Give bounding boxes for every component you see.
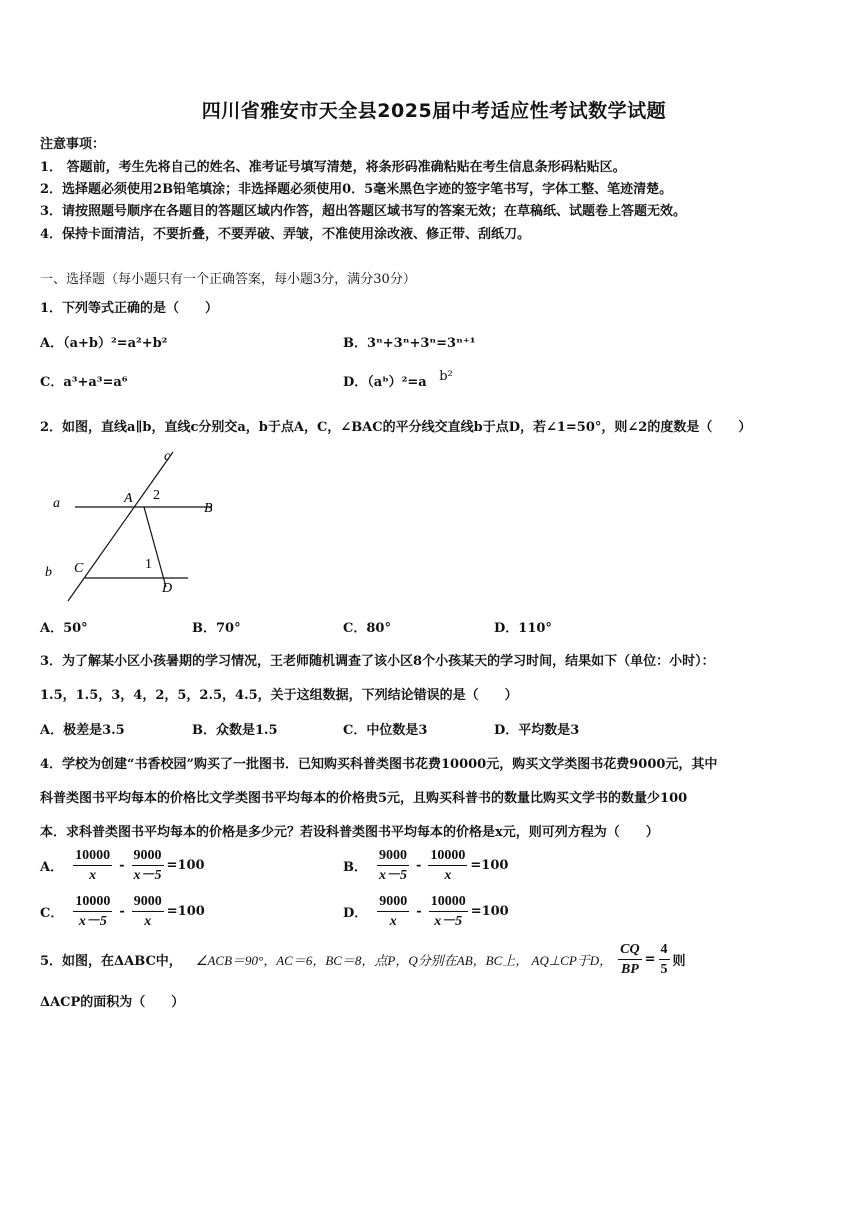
q4-option-b[interactable] [343, 847, 508, 884]
q1-option-c[interactable]: C．a³+a³=a⁶ [40, 375, 128, 390]
fraction-denominator: x [389, 914, 397, 929]
q5-stem-start: 5．如图，在ΔABC中， [40, 954, 182, 969]
q1-option-d-exponent: b² [439, 369, 453, 384]
question-3-stem: 3．为了解某小区小孩暑期的学习情况，王老师随机调查了该小区8个小孩某天的学习时间，结果如下（单位：小时）： [40, 654, 715, 669]
q3-option-c[interactable]: C．中位数是3 [343, 723, 428, 738]
fraction-denominator: x－5 [133, 868, 162, 883]
q5-stem-end: 则 [672, 954, 686, 969]
question-3-stem-2: 1.5，1.5，3，4，2，5，2.5，4.5，关于这组数据，下列结论错误的是（ ） [40, 688, 518, 703]
q2-option-c[interactable]: C．80° [343, 621, 391, 636]
label-angle-2: 2 [153, 488, 160, 503]
question-1-stem: 1．下列等式正确的是（ ） [40, 301, 219, 316]
fraction-denominator: x－5 [434, 914, 463, 929]
parallel-lines-diagram [40, 446, 240, 606]
q2-option-d[interactable]: D．110° [494, 621, 552, 636]
fraction-numerator: 9000 [132, 893, 164, 912]
fraction-numerator: 4 [659, 941, 670, 960]
q1-option-b[interactable]: B．3ⁿ+3ⁿ+3ⁿ=3ⁿ⁺¹ [343, 336, 476, 351]
label-a: a [53, 496, 60, 511]
equation-rhs: =100 [470, 904, 509, 919]
fraction-numerator: 9000 [132, 847, 164, 866]
question-5-stem-2: ΔACP的面积为（ ） [40, 995, 185, 1010]
equation-rhs: =100 [166, 858, 205, 873]
notice-item: 3．请按照题号顺序在各题目的答题区域内作答，超出答题区域书写的答案无效；在草稿纸、试题卷上答题无效。 [40, 204, 687, 219]
minus-sign: - [119, 904, 125, 919]
fraction-denominator: 5 [660, 962, 668, 977]
q1-option-a[interactable]: A．（a+b）²=a²+b² [40, 336, 168, 351]
q2-option-b[interactable]: B．70° [192, 621, 241, 636]
q4-option-a[interactable] [40, 847, 205, 884]
fraction-numerator: CQ [618, 941, 641, 960]
question-4-stem-3: 本．求科普类图书平均每本的价格是多少元？若设科普类图书平均每本的价格是x元，则可列方程为（ ） [40, 825, 659, 840]
q4-option-d[interactable] [343, 893, 509, 930]
option-label: B． [343, 860, 367, 875]
label-C: C [74, 561, 84, 576]
notice-item: 2．选择题必须使用2B铅笔填涂；非选择题必须使用0．5毫米黑色字迹的签字笔书写，字体工整、笔迹清楚。 [40, 182, 673, 197]
fraction-denominator: x [444, 868, 452, 883]
section-heading: 一、选择题（每小题只有一个正确答案，每小题3分，满分30分） [40, 272, 416, 287]
fraction-numerator: 10000 [429, 893, 468, 912]
fraction-denominator: x－5 [78, 914, 107, 929]
label-angle-1: 1 [145, 557, 152, 572]
q3-option-b[interactable]: B．众数是1.5 [192, 723, 278, 738]
question-5-stem [40, 941, 686, 978]
question-4-stem-2: 科普类图书平均每本的价格比文学类图书平均每本的价格贵5元，且购买科普书的数量比购买文学书的数量少100 [40, 791, 688, 806]
fraction-numerator: 9000 [377, 847, 409, 866]
fraction-denominator: BP [620, 962, 639, 977]
label-c: c [164, 449, 171, 464]
fraction-numerator: 10000 [73, 893, 112, 912]
option-label: C． [40, 906, 64, 921]
option-label: A． [40, 860, 64, 875]
q1-option-d-main: D．（aᵇ）²=a [343, 375, 427, 390]
q1-option-d[interactable] [343, 371, 453, 390]
fraction-denominator: x [144, 914, 152, 929]
label-D: D [162, 581, 173, 596]
bisector-ad [144, 507, 166, 587]
q4-option-c[interactable] [40, 893, 205, 930]
equation-rhs: =100 [470, 858, 509, 873]
option-label: D． [343, 906, 368, 921]
equals-sign: = [644, 952, 656, 967]
question-2-stem: 2．如图，直线a∥b，直线c分别交a，b于点A，C，∠BAC的平分线交直线b于点D，若∠1=50°，则∠2的度数是（ ） [40, 420, 752, 435]
question-4-stem: 4．学校为创建“书香校园”购买了一批图书．已知购买科普类图书花费10000元，购买文学类图书花费9000元，其中 [40, 757, 718, 772]
notice-item: 4．保持卡面清洁，不要折叠，不要弄破、弄皱，不准使用涂改液、修正带、刮纸刀。 [40, 227, 531, 242]
fraction-denominator: x－5 [379, 868, 407, 883]
minus-sign: - [416, 858, 422, 873]
fraction-numerator: 10000 [428, 847, 467, 866]
q3-option-a[interactable]: A．极差是3.5 [40, 723, 125, 738]
notice-heading: 注意事项： [40, 137, 106, 152]
label-b: b [45, 565, 52, 580]
minus-sign: - [119, 858, 125, 873]
q3-option-d[interactable]: D．平均数是3 [494, 723, 580, 738]
minus-sign: - [416, 904, 422, 919]
fraction-numerator: 9000 [377, 893, 409, 912]
page-title: 四川省雅安市天全县2025届中考适应性考试数学试题 [201, 100, 667, 122]
q2-option-a[interactable]: A．50° [40, 621, 88, 636]
label-B: B [204, 501, 213, 516]
line-c [68, 452, 173, 601]
fraction-denominator: x [89, 868, 97, 883]
fraction-numerator: 10000 [73, 847, 112, 866]
label-A: A [124, 491, 133, 506]
q5-conditions: ∠ACB＝90°，AC＝6，BC＝8，点P，Q分别在AB，BC上， AQ⊥CP于D， [195, 953, 613, 968]
equation-rhs: =100 [166, 904, 205, 919]
notice-item: 1． 答题前，考生先将自己的姓名、准考证号填写清楚，将条形码准确粘贴在考生信息条形码粘贴区。 [40, 160, 626, 175]
